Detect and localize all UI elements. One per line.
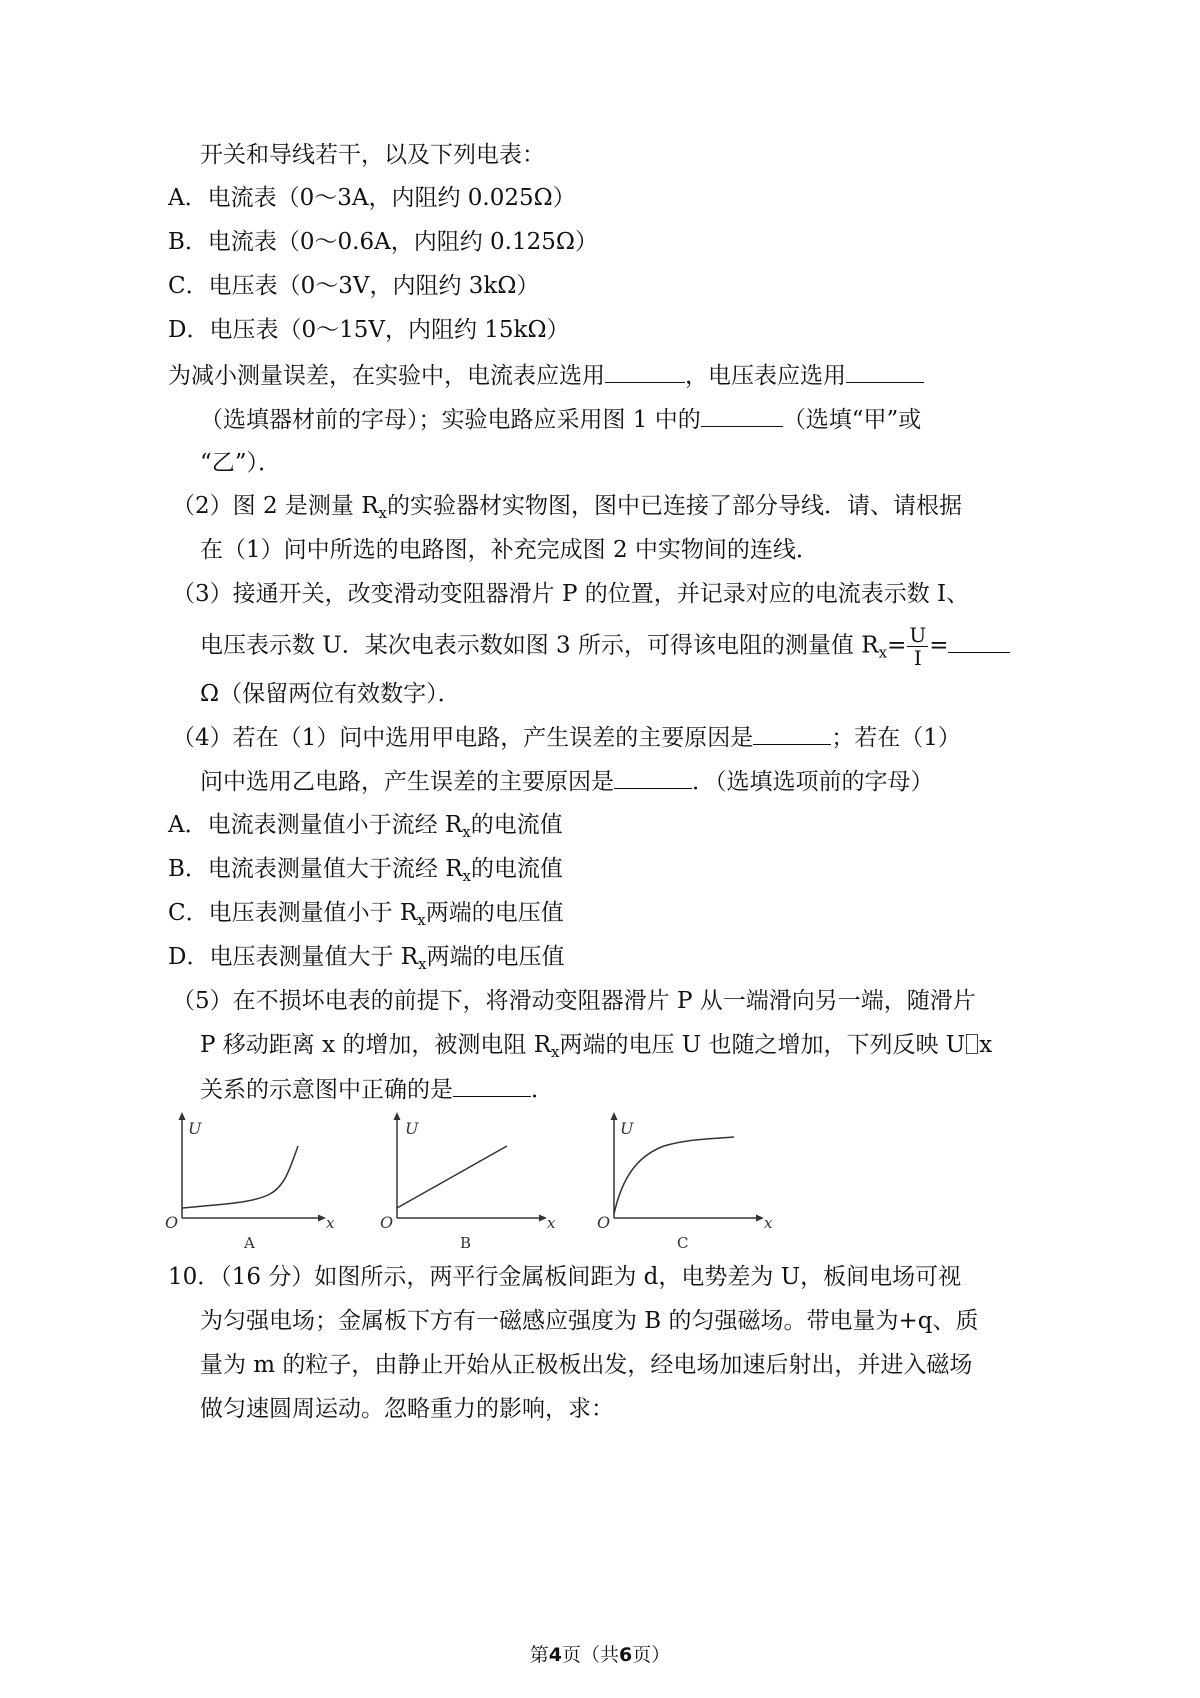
answer-blank	[605, 360, 685, 383]
question-4-line-1: （4）若在（1）问中选用甲电路，产生误差的主要原因是 ；若在（1）	[172, 722, 961, 753]
option-a-ammeter: A．电流表（0～3A，内阻约 0.025Ω）	[168, 185, 576, 211]
graph-c	[592, 1108, 782, 1258]
question-3-line-2: 电压表示数 U．某次电表示数如图 3 所示，可得该电阻的测量值 $R_x=$ $\frac{U}{I}$ =	[200, 624, 1010, 669]
question-3-line-1: （3）接通开关，改变滑动变阻器滑片 P 的位置，并记录对应的电流表示数 I、	[172, 581, 970, 607]
problem-10-line-1: 10．（16 分）如图所示，两平行金属板间距为 d，电势差为 U，板间电场可视	[168, 1264, 962, 1290]
problem-10-line-4: 做匀速圆周运动。忽略重力的影响，求：	[200, 1396, 614, 1422]
graph-b-x-arrow	[539, 1215, 547, 1222]
option-d-voltmeter: D．电压表（0～15V，内阻约 15kΩ）	[168, 317, 570, 343]
answer-blank	[948, 630, 1010, 653]
question-3-line-3: Ω（保留两位有效数字）．	[200, 681, 461, 707]
problem-10-line-3: 量为 m 的粒子，由静止开始从正极板出发，经电场加速后射出，并进入磁场	[200, 1352, 973, 1378]
error-option-b: B．电流表测量值大于流经 $R_x$的电流值	[168, 856, 563, 885]
question-2-line-1: （2）图 2 是测量 $R_x$的实验器材实物图，图中已连接了部分导线．请、请根据	[172, 493, 962, 522]
graph-a-x-arrow	[318, 1215, 326, 1222]
graph-a-curve	[182, 1146, 298, 1208]
answer-blank	[453, 1074, 531, 1097]
text-line-8: “乙”）．	[200, 450, 282, 476]
question-5-line-2: P 移动距离 x 的增加，被测电阻 $R_x$两端的电压 U 也随之增加，下列反映 U x	[200, 1032, 993, 1061]
problem-10-line-2: 为匀强电场；金属板下方有一磁感应强度为 B 的匀强磁场。带电量为+q、质	[200, 1308, 979, 1334]
question-5-line-1: （5）在不损坏电表的前提下，将滑动变阻器滑片 P 从一端滑向另一端，随滑片	[172, 988, 976, 1014]
text-line-1: 开关和导线若干，以及下列电表：	[200, 142, 545, 168]
text-line-7: （选填器材前的字母）；实验电路应采用图 1 中的 （选填“甲”或	[200, 404, 921, 435]
graph-c-y-arrow	[611, 1112, 618, 1120]
graph-c-u-label: U	[620, 1119, 634, 1138]
answer-blank	[846, 360, 924, 383]
graph-b-caption: B	[460, 1234, 472, 1252]
answer-blank	[614, 766, 692, 789]
graph-c-x-arrow	[756, 1215, 764, 1222]
graph-b-line	[397, 1146, 507, 1208]
answer-blank	[753, 722, 831, 745]
graph-a-y-arrow	[179, 1112, 186, 1120]
graph-a	[160, 1108, 340, 1258]
graph-a-origin: O	[165, 1213, 179, 1232]
error-option-d: D．电压表测量值大于 $R_x$两端的电压值	[168, 944, 565, 973]
option-c-voltmeter: C．电压表（0～3V，内阻约 3kΩ）	[168, 273, 540, 299]
option-b-ammeter: B．电流表（0～0.6A，内阻约 0.125Ω）	[168, 229, 598, 255]
missing-glyph-box	[966, 1034, 978, 1054]
graph-b-svg	[375, 1108, 565, 1258]
graph-b	[375, 1108, 565, 1258]
answer-blank	[701, 404, 783, 427]
graph-b-origin: O	[380, 1213, 394, 1232]
current-page-number: 4	[548, 1644, 562, 1666]
graph-c-x-label: x	[764, 1214, 773, 1232]
graph-c-curve	[614, 1137, 734, 1214]
error-option-a: A．电流表测量值小于流经 $R_x$的电流值	[168, 812, 563, 841]
graph-a-u-label: U	[188, 1119, 202, 1138]
text-line-6: 为减小测量误差，在实验中，电流表应选用 ，电压表应选用	[168, 360, 924, 391]
question-2-line-2: 在（1）问中所选的电路图，补充完成图 2 中实物间的连线．	[200, 537, 819, 563]
graph-c-svg	[592, 1108, 782, 1258]
graph-c-caption: C	[677, 1234, 689, 1252]
page-footer: 第4页（共6页）	[529, 1644, 671, 1666]
total-pages-number: 6	[619, 1644, 633, 1666]
graph-b-x-label: x	[547, 1214, 556, 1232]
error-option-c: C．电压表测量值小于 $R_x$两端的电压值	[168, 900, 564, 929]
graph-b-u-label: U	[405, 1119, 419, 1138]
fraction-u-over-i: $\frac{U}{I}$	[909, 623, 927, 670]
graph-c-origin: O	[597, 1213, 611, 1232]
graph-a-caption: A	[244, 1234, 255, 1252]
question-5-line-3: 关系的示意图中正确的是 ．	[200, 1074, 554, 1105]
graph-b-y-arrow	[394, 1112, 401, 1120]
graph-a-svg	[160, 1108, 340, 1258]
graph-a-x-label: x	[326, 1214, 335, 1232]
question-4-line-2: 问中选用乙电路，产生误差的主要原因是 ．（选填选项前的字母）	[200, 766, 934, 797]
